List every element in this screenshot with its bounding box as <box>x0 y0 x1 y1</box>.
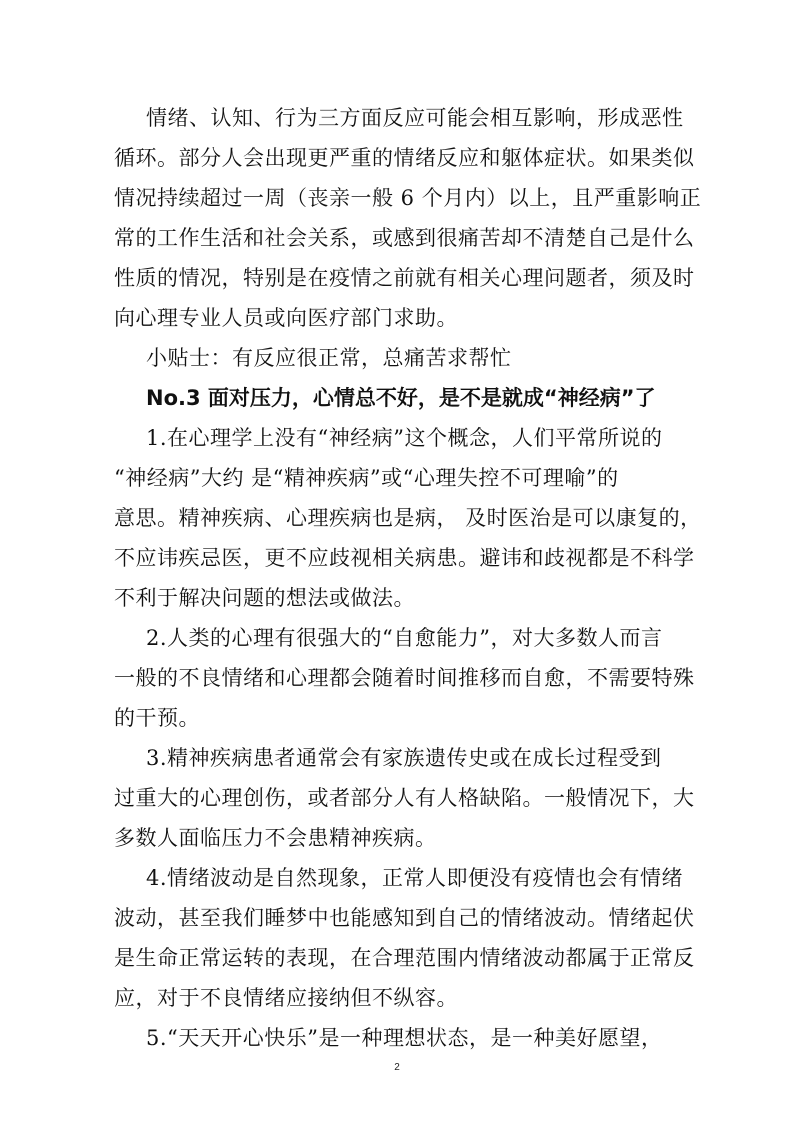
paragraph-line: 1.在心理学上没有“神经病”这个概念，人们平常所说的 <box>146 426 663 450</box>
paragraph-line: 4.情绪波动是自然现象，正常人即便没有疫情也会有情绪 <box>146 866 684 890</box>
paragraph-line: 波动，甚至我们睡梦中也能感知到自己的情绪波动。情绪起伏 <box>114 906 695 930</box>
paragraph-line: “神经病”大约 是“精神疾病”或“心理失控不可理喻”的 <box>114 466 619 490</box>
paragraph-line: 的干预。 <box>114 706 200 730</box>
paragraph-line: 循环。部分人会出现更严重的情绪反应和躯体症状。如果类似 <box>114 146 695 170</box>
paragraph-line: 3.精神疾病患者通常会有家族遗传史或在成长过程受到 <box>146 746 662 770</box>
paragraph-line: 性质的情况，特别是在疫情之前就有相关心理问题者，须及时 <box>114 266 695 290</box>
paragraph-line: 常的工作生活和社会关系，或感到很痛苦却不清楚自己是什么 <box>114 226 695 250</box>
paragraph-line: 过重大的心理创伤，或者部分人有人格缺陷。一般情况下，大 <box>114 786 695 810</box>
paragraph-line: 不应讳疾忌医，更不应歧视相关病患。避讳和歧视都是不科学 <box>114 546 695 570</box>
paragraph-line: 2.人类的心理有很强大的“自愈能力”，对大多数人而言 <box>146 626 663 650</box>
paragraph-line: 意思。精神疾病、心理疾病也是病， 及时医治是可以康复的， <box>114 506 702 530</box>
paragraph-line: 不利于解决问题的想法或做法。 <box>114 586 415 610</box>
paragraph-line: 5.“天天开心快乐”是一种理想状态，是一种美好愿望， <box>146 1026 663 1050</box>
paragraph-line: 是生命正常运转的表现，在合理范围内情绪波动都属于正常反 <box>114 946 695 970</box>
tip-line: 小贴士：有反应很正常，总痛苦求帮忙 <box>146 346 512 370</box>
page-number: 2 <box>394 1062 400 1073</box>
section-heading: No.3 面对压力，心情总不好，是不是就成“神经病”了 <box>146 386 656 410</box>
paragraph-line: 一般的不良情绪和心理都会随着时间推移而自愈，不需要特殊 <box>114 666 695 690</box>
paragraph-line: 情况持续超过一周（丧亲一般 6 个月内）以上，且严重影响正 <box>114 186 702 210</box>
paragraph-line: 情绪、认知、行为三方面反应可能会相互影响，形成恶性 <box>146 106 684 130</box>
paragraph-line: 应，对于不良情绪应接纳但不纵容。 <box>114 986 458 1010</box>
paragraph-line: 向心理专业人员或向医疗部门求助。 <box>114 306 458 330</box>
paragraph-line: 多数人面临压力不会患精神疾病。 <box>114 826 437 850</box>
